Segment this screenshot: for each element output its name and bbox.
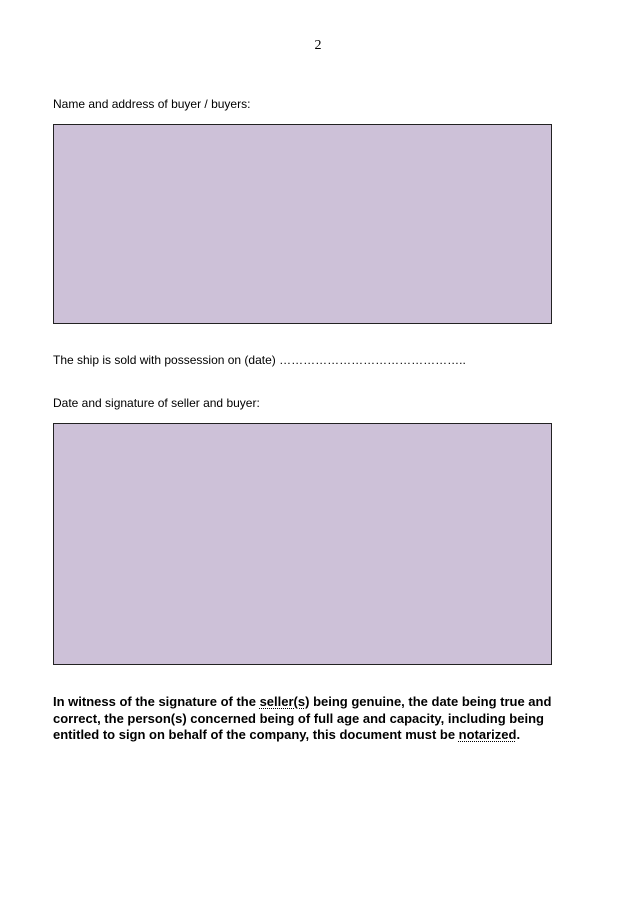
buyer-label: Name and address of buyer / buyers: xyxy=(53,97,251,111)
witness-text-part3: . xyxy=(516,727,521,742)
notarized-term: notarized xyxy=(458,727,517,742)
buyer-details-field[interactable] xyxy=(53,124,552,324)
witness-statement xyxy=(53,694,563,744)
sellers-term: seller(s) xyxy=(259,694,310,709)
signature-field[interactable] xyxy=(53,423,552,665)
witness-text-part1: In witness of the signature of the xyxy=(53,694,260,709)
witness-text-part2: being genuine, the date being true and correct, the person(s) concerned being of full age and capacity, including being entitled to sign on behalf of the company, this document must be xyxy=(53,694,552,742)
page-number: 2 xyxy=(314,38,322,53)
signature-label: Date and signature of seller and buyer: xyxy=(53,396,260,410)
possession-date-line: The ship is sold with possession on (date) ……………………………………….. xyxy=(53,353,466,367)
